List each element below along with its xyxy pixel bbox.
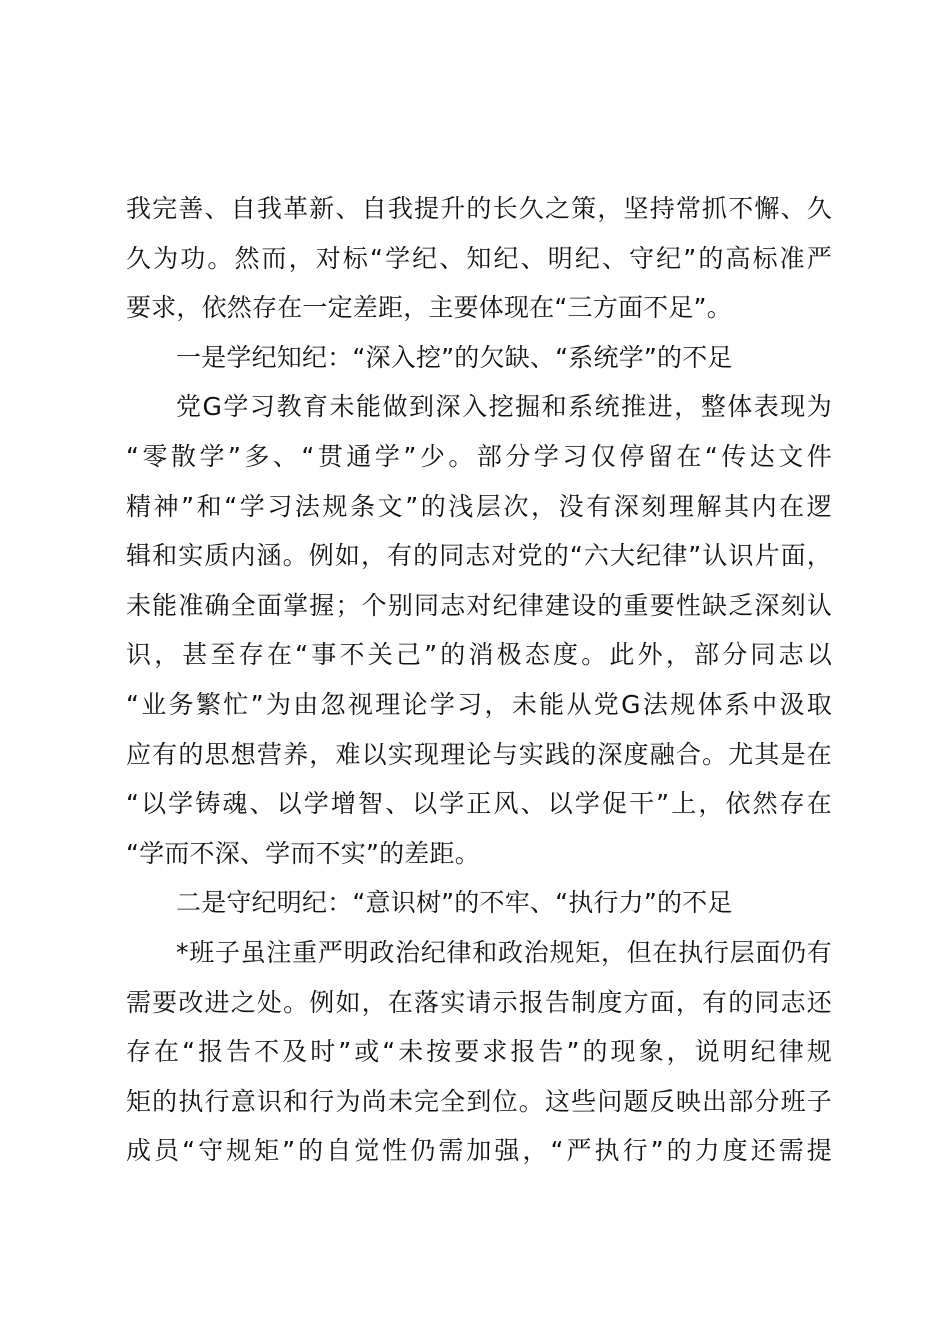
body-line: “学而不深、学而不实”的差距。	[126, 838, 480, 868]
section-heading-2: 二是守纪明纪：“意识树”的不牢、“执行力”的不足	[176, 888, 733, 918]
body-line: 需要改进之处。例如，在落实请示报告制度方面，有的同志还	[126, 987, 832, 1017]
body-line: 精神”和“学习法规条文”的浅层次，没有深刻理解其内在逻	[126, 491, 832, 521]
body-line: 党G学习教育未能做到深入挖掘和系统推进，整体表现为	[176, 392, 832, 422]
body-line: 应有的思想营养，难以实现理论与实践的深度融合。尤其是在	[126, 739, 832, 769]
section-heading-1: 一是学纪知纪：“深入挖”的欠缺、“系统学”的不足	[176, 342, 733, 372]
body-line: 识，甚至存在“事不关己”的消极态度。此外，部分同志以	[126, 640, 832, 670]
body-line: *班子虽注重严明政治纪律和政治规矩，但在执行层面仍有	[176, 937, 832, 967]
body-line: 成员“守规矩”的自觉性仍需加强，“严执行”的力度还需提	[126, 1136, 832, 1166]
body-line: 辑和实质内涵。例如，有的同志对党的“六大纪律”认识片面，	[126, 541, 832, 571]
document-body	[126, 184, 832, 1176]
body-line: 未能准确全面掌握；个别同志对纪律建设的重要性缺乏深刻认	[126, 590, 832, 620]
body-line: 矩的执行意识和行为尚未完全到位。这些问题反映出部分班子	[126, 1086, 832, 1116]
body-line: “零散学”多、“贯通学”少。部分学习仅停留在“传达文件	[126, 441, 832, 471]
body-line: 存在“报告不及时”或“未按要求报告”的现象，说明纪律规	[126, 1037, 832, 1067]
body-line: 我完善、自我革新、自我提升的长久之策，坚持常抓不懈、久	[126, 194, 832, 223]
body-line: 久为功。然而，对标“学纪、知纪、明纪、守纪”的高标准严	[126, 243, 832, 273]
body-line: “以学铸魂、以学增智、以学正风、以学促干”上，依然存在	[126, 789, 832, 819]
body-line: 要求，依然存在一定差距，主要体现在“三方面不足”。	[126, 293, 732, 323]
body-line: “业务繁忙”为由忽视理论学习，未能从党G法规体系中汲取	[126, 689, 832, 719]
